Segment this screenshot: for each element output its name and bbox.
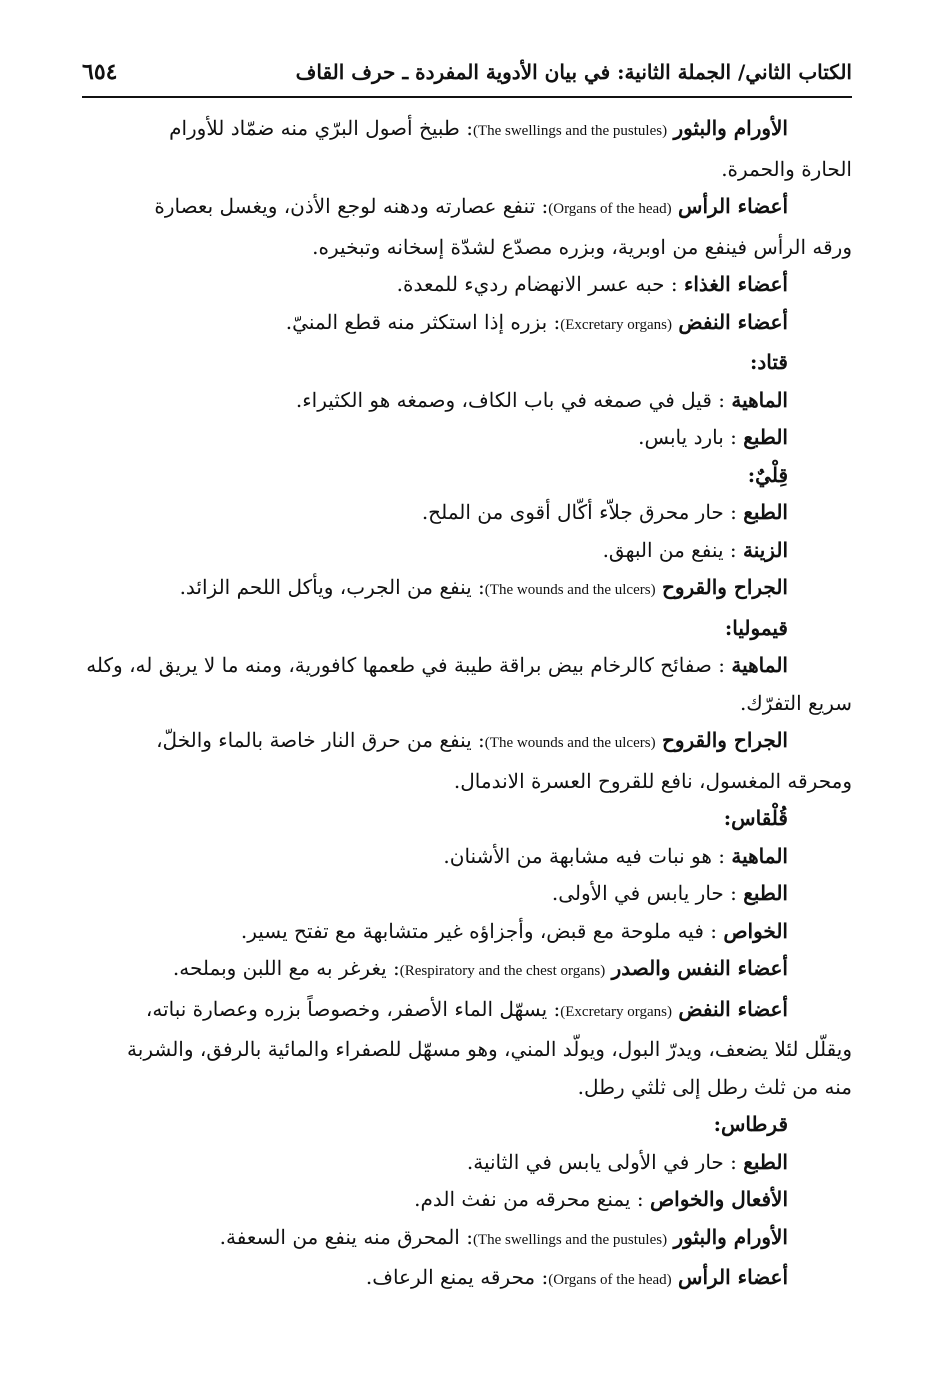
paragraph: [72, 875, 852, 913]
paragraph-text: : بارد يابس.: [638, 425, 737, 449]
page-body: [72, 110, 852, 1300]
paragraph-text: : حار في الأولى يابس في الثانية.: [466, 1149, 737, 1174]
paragraph-text: سريع التفرّك.: [739, 690, 852, 715]
paragraph-text: : يغرغر به مع اللبن وبملحه.: [172, 956, 400, 980]
entry-heading: [72, 800, 852, 838]
paragraph: [72, 838, 852, 876]
paragraph: [72, 110, 852, 151]
running-title: الكتاب الثاني/ الجملة الثانية: في بيان الأدوية المفردة ـ حرف القاف: [295, 60, 852, 84]
paragraph: [72, 1259, 852, 1300]
page-number: ٦٥٤: [82, 59, 118, 85]
english-gloss: (Excretary organs): [560, 316, 673, 333]
paragraph: [72, 991, 852, 1032]
paragraph: [72, 1181, 852, 1219]
paragraph-text: : يسهّل الماء الأصفر، وخصوصاً بزره وعصارة نباته،: [145, 996, 561, 1021]
entry-title: قتاد:: [750, 350, 788, 374]
section-label: الطبع: [743, 425, 788, 449]
paragraph-continuation: [72, 229, 852, 267]
section-label: الطبع: [743, 1149, 788, 1174]
paragraph-text: : بزره إذا استكثر منه قطع المنيّ.: [285, 309, 561, 334]
paragraph: [72, 913, 852, 951]
paragraph-text: : حار محرق جلاّء أكّال أقوى من الملح.: [421, 500, 737, 524]
paragraph-text: : صفائح كالرخام بيض براقة طيبة في طعمها كافورية، ومنه ما لا يريق له، وكله: [86, 653, 726, 677]
paragraph: [72, 722, 852, 763]
section-label: أعضاء النفض: [678, 309, 788, 334]
paragraph-text: : طبيخ أصول البرّي منه ضمّاد للأورام: [169, 116, 473, 140]
paragraph: [72, 304, 852, 345]
section-label: أعضاء الرأس: [678, 1265, 788, 1289]
section-label: الماهية: [731, 387, 788, 412]
paragraph-text: الحارة والحمرة.: [721, 156, 852, 181]
paragraph: [72, 647, 852, 685]
section-label: الزينة: [742, 537, 788, 562]
section-label: الطبع: [743, 500, 788, 524]
entry-title: قُلْقاس:: [723, 806, 788, 830]
entry-heading: [72, 1106, 852, 1144]
paragraph: [72, 419, 852, 457]
section-label: الجراح والقروح: [661, 728, 788, 752]
english-gloss: (Excretary organs): [560, 1003, 673, 1020]
paragraph: [72, 532, 852, 570]
paragraph-text: : يمنع محرقه من نفث الدم.: [414, 1187, 644, 1211]
page-header: [82, 52, 852, 92]
paragraph-text: ومحرقه المغسول، نافع للقروح العسرة الاندمال.: [453, 768, 852, 793]
paragraph: [72, 382, 852, 420]
paragraph-text: منه من ثلث رطل إلى ثلثي رطل.: [577, 1074, 852, 1099]
header-rule: [82, 96, 852, 98]
paragraph-text: : قيل في صمغه في باب الكاف، وصمغه هو الكثيراء.: [295, 387, 726, 412]
paragraph-text: : المحرق منه ينفع من السعفة.: [219, 1224, 473, 1249]
paragraph-text: : ينفع من حرق النار خاصة بالماء والخلّ،: [156, 728, 485, 752]
paragraph-text: : حار يابس في الأولى.: [551, 881, 737, 905]
paragraph-text: ورقه الرأس فينفع من اوبرية، وبزره مصدّع لشدّة إسخانه وتبخيره.: [312, 234, 852, 259]
paragraph-continuation: [72, 763, 852, 801]
paragraph-text: : حبه عسر الانهضام رديء للمعدة.: [396, 272, 678, 296]
paragraph-continuation: [72, 685, 852, 723]
english-gloss: (The swellings and the pustules): [472, 123, 668, 139]
section-label: الخواص: [723, 918, 788, 943]
paragraph: [72, 1219, 852, 1260]
section-label: الأورام والبثور: [673, 116, 788, 140]
section-label: الماهية: [731, 843, 788, 868]
paragraph: [72, 569, 852, 610]
section-label: الماهية: [731, 653, 788, 677]
section-label: الأفعال والخواص: [649, 1187, 788, 1211]
section-label: أعضاء النفض: [678, 996, 788, 1021]
paragraph-text: : ينفع من البهق.: [602, 537, 737, 562]
paragraph-text: : محرقه يمنع الرعاف.: [365, 1265, 549, 1289]
paragraph: [72, 188, 852, 229]
section-label: أعضاء النفس والصدر: [611, 956, 788, 980]
paragraph-text: ويقلّل لئلا يضعف، ويدرّ البول، ويولّد المني، وهو مسهّل للصفراء والمائية بالرفق، والشربة: [127, 1037, 852, 1061]
entry-heading: [72, 457, 852, 495]
paragraph-continuation: [72, 1031, 852, 1069]
section-label: الأورام والبثور: [673, 1224, 788, 1249]
paragraph-text: : هو نبات فيه مشابهة من الأشنان.: [443, 843, 726, 868]
paragraph: [72, 1144, 852, 1182]
english-gloss: (Organs of the head): [548, 201, 672, 217]
paragraph: [72, 494, 852, 532]
paragraph-continuation: [72, 151, 852, 189]
paragraph: [72, 950, 852, 991]
paragraph: [72, 266, 852, 304]
paragraph-text: : تنفع عصارته ودهنه لوجع الأذن، ويغسل بعصارة: [154, 194, 549, 218]
english-gloss: (Organs of the head): [548, 1272, 672, 1288]
paragraph-text: : ينفع من الجرب، ويأكل اللحم الزائد.: [179, 575, 485, 599]
entry-heading: [72, 610, 852, 648]
entry-title: قيموليا:: [724, 615, 788, 640]
entry-title: قِلْيٌ:: [747, 462, 788, 487]
english-gloss: (The wounds and the ulcers): [484, 582, 656, 598]
section-label: الطبع: [743, 881, 788, 905]
english-gloss: (Respiratory and the chest organs): [399, 963, 606, 979]
entry-heading: [72, 344, 852, 382]
section-label: أعضاء الغذاء: [683, 272, 788, 296]
entry-title: قرطاس:: [713, 1112, 788, 1136]
paragraph-text: : فيه ملوحة مع قبض، وأجزاؤه غير متشابهة مع تفتح يسير.: [240, 918, 717, 943]
english-gloss: (The swellings and the pustules): [472, 1231, 668, 1248]
section-label: أعضاء الرأس: [678, 194, 788, 218]
paragraph-continuation: [72, 1069, 852, 1107]
english-gloss: (The wounds and the ulcers): [484, 735, 656, 751]
section-label: الجراح والقروح: [661, 575, 788, 599]
